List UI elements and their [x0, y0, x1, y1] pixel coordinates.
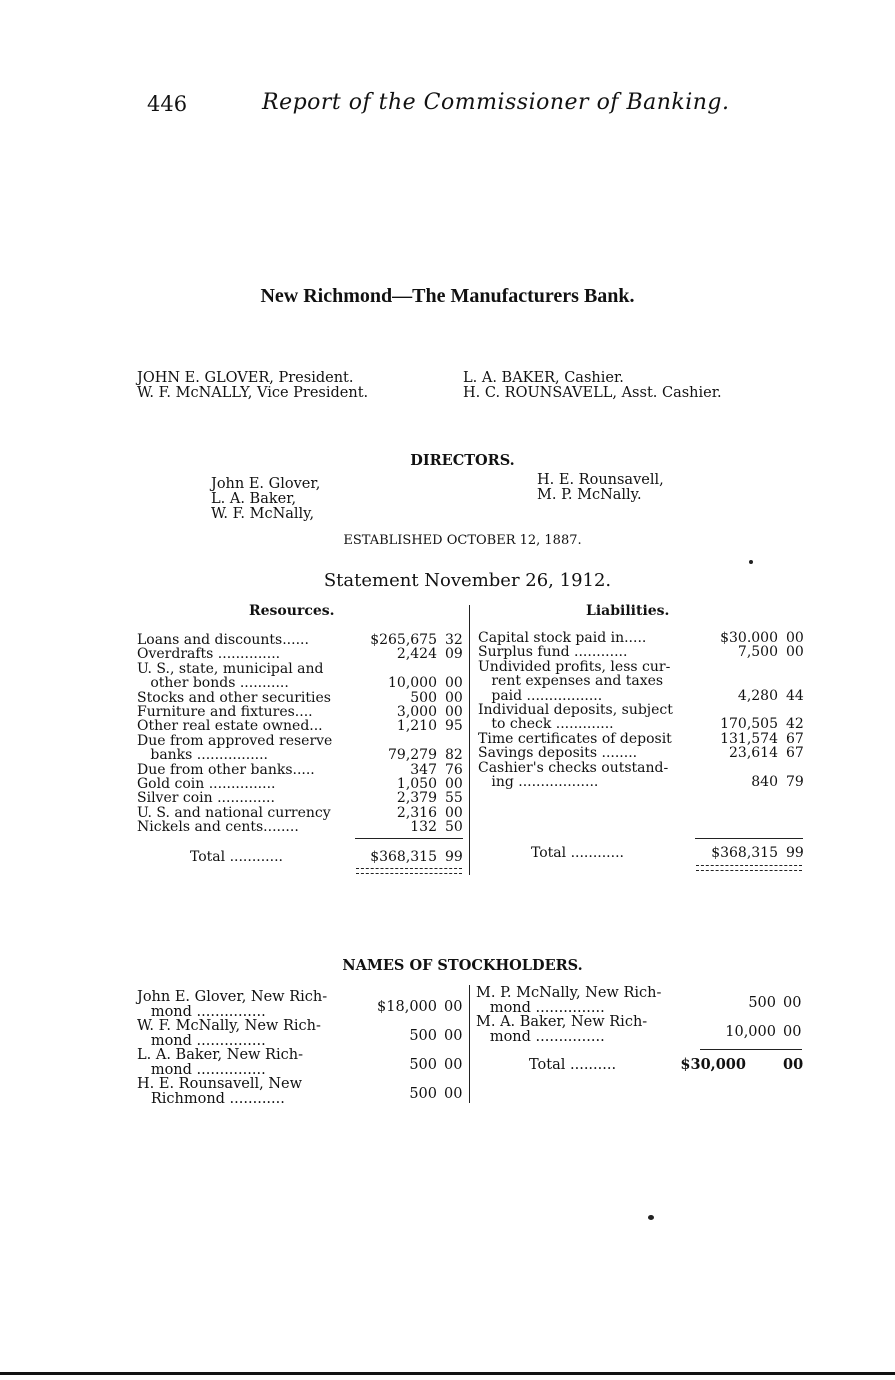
row-dollars: 1,210: [396, 718, 437, 735]
row-cents: 76: [445, 761, 463, 778]
director-name: H. E. Rounsavell,: [537, 472, 664, 488]
stockholder-entry: [476, 986, 806, 1015]
statement-title: Statement November 26, 1912.: [323, 570, 612, 591]
statement-row: [478, 674, 808, 688]
row-label: U. S., state, municipal and: [137, 660, 324, 677]
row-label: Gold coin ...............: [137, 775, 276, 792]
row-label: other bonds ...........: [137, 675, 289, 692]
stockholder-cents: 00: [444, 999, 463, 1015]
ink-speck: [648, 1215, 654, 1220]
director-name: L. A. Baker,: [211, 491, 297, 507]
stockholders-heading: NAMES OF STOCKHOLDERS.: [342, 957, 583, 974]
row-label: Nickels and cents........: [137, 819, 299, 836]
stockholder-amount: 500: [409, 1086, 437, 1102]
total-amount: $30,000: [680, 1056, 746, 1073]
column-divider: [469, 605, 470, 875]
row-label: Loans and discounts......: [137, 632, 309, 648]
row-label: paid .................: [478, 687, 603, 704]
row-dollars: 79,279: [388, 747, 437, 764]
stockholders-right: [476, 986, 806, 1044]
statement-row: [478, 775, 808, 789]
row-label: Individual deposits, subject: [478, 701, 673, 718]
stockholder-entry: [137, 1048, 467, 1077]
page-number: 446: [147, 92, 188, 116]
directors-heading: DIRECTORS.: [410, 452, 515, 469]
resources-total: [137, 850, 467, 864]
established-date: ESTABLISHED OCTOBER 12, 1887.: [343, 533, 582, 548]
officer-president: JOHN E. GLOVER, President.: [137, 370, 354, 386]
stockholder-name: W. F. McNally, New Rich-: [137, 1018, 321, 1034]
liabilities-list: [478, 631, 808, 789]
total-cents: 99: [786, 845, 804, 861]
row-dollars: 2,316: [396, 804, 437, 821]
liabilities-total-rule: [695, 838, 803, 839]
stockholders-divider: [469, 985, 470, 1103]
statement-row: [137, 705, 467, 719]
row-cents: 00: [786, 630, 804, 646]
row-label: U. S. and national currency: [137, 804, 331, 821]
statement-row: [137, 691, 467, 705]
stockholder-amount: 500: [748, 995, 776, 1011]
stockholder-amount: 500: [409, 1028, 437, 1044]
row-dollars: $30.000: [720, 630, 778, 646]
row-label: ing ..................: [478, 773, 599, 790]
row-cents: 50: [445, 819, 463, 836]
row-cents: 55: [445, 790, 463, 807]
total-label: Total ............: [190, 849, 283, 865]
row-dollars: 131,574: [720, 730, 778, 747]
row-dollars: 347: [410, 761, 437, 778]
statement-row: [478, 761, 808, 775]
row-dollars: 840: [751, 773, 778, 790]
row-dollars: 2,379: [396, 790, 437, 807]
stockholder-cents: 00: [444, 1086, 463, 1102]
row-cents: 79: [786, 773, 804, 790]
stockholder-cents: 00: [783, 995, 802, 1011]
row-dollars: 3,000: [396, 703, 437, 720]
statement-row: [137, 791, 467, 805]
stockholder-name: H. E. Rounsavell, New: [137, 1076, 303, 1092]
row-label: Undivided profits, less cur-: [478, 658, 671, 675]
row-label: Surplus fund ............: [478, 644, 628, 661]
row-cents: 95: [445, 718, 463, 735]
stockholder-name-cont: mond ...............: [476, 999, 605, 1016]
row-cents: 32: [445, 632, 463, 648]
statement-row: [478, 746, 808, 760]
row-cents: 00: [445, 775, 463, 792]
stockholder-name: M. P. McNally, New Rich-: [476, 985, 662, 1001]
statement-row: [478, 631, 808, 645]
row-dollars: 500: [410, 689, 437, 706]
row-label: Stocks and other securities: [137, 689, 331, 706]
row-dollars: 23,614: [729, 745, 778, 762]
resources-heading: Resources.: [249, 603, 335, 619]
officer-vice-president: W. F. McNALLY, Vice President.: [137, 385, 369, 401]
stockholder-name-cont: mond ...............: [137, 1003, 266, 1020]
row-label: Cashier's checks outstand-: [478, 759, 669, 776]
row-cents: 67: [786, 730, 804, 747]
ink-speck: [749, 560, 753, 564]
total-cents: 99: [445, 849, 463, 865]
running-title: Report of the Commissioner of Banking.: [262, 90, 730, 115]
stockholder-name-cont: mond ...............: [137, 1032, 266, 1049]
stockholder-name-cont: mond ...............: [137, 1061, 266, 1078]
liabilities-total: [478, 846, 808, 860]
page-bottom-edge: [0, 1372, 895, 1375]
stockholder-name-cont: mond ...............: [476, 1028, 605, 1045]
row-cents: 09: [445, 646, 463, 663]
row-cents: 44: [786, 687, 804, 704]
row-cents: 82: [445, 747, 463, 764]
stockholder-name: John E. Glover, New Rich-: [137, 989, 328, 1005]
directors-right: [537, 473, 664, 503]
row-label: Silver coin .............: [137, 790, 275, 807]
stockholder-amount: $18,000: [377, 999, 437, 1015]
statement-row: [478, 645, 808, 659]
row-label: banks ................: [137, 747, 268, 764]
statement-row: [478, 660, 808, 674]
row-label: Due from approved reserve: [137, 732, 333, 749]
row-cents: 00: [445, 703, 463, 720]
row-label: Savings deposits ........: [478, 745, 638, 762]
officer-cashier: L. A. BAKER, Cashier.: [463, 370, 624, 386]
statement-row: [478, 703, 808, 717]
officer-asst-cashier: H. C. ROUNSAVELL, Asst. Cashier.: [463, 385, 722, 401]
total-label: Total ..........: [529, 1057, 617, 1073]
row-dollars: 10,000: [388, 675, 437, 692]
statement-row: [137, 662, 467, 676]
row-label: Time certificates of deposit: [478, 730, 672, 747]
row-label: Capital stock paid in.....: [478, 630, 647, 646]
liabilities-double-rule: [696, 865, 802, 871]
director-name: M. P. McNally.: [537, 487, 642, 503]
officers-left: [137, 371, 368, 401]
stockholder-entry: [476, 1015, 806, 1044]
row-cents: 00: [786, 644, 804, 661]
resources-list: [137, 633, 467, 834]
stockholder-cents: 00: [444, 1028, 463, 1044]
row-cents: 00: [445, 675, 463, 692]
stockholder-entry: [137, 990, 467, 1019]
resources-total-rule: [355, 838, 463, 839]
stockholder-amount: 10,000: [725, 1024, 776, 1040]
row-label: rent expenses and taxes: [478, 673, 664, 690]
row-cents: 00: [445, 689, 463, 706]
row-cents: 67: [786, 745, 804, 762]
director-name: W. F. McNally,: [211, 506, 315, 522]
statement-row: [137, 806, 467, 820]
officers-right: [463, 371, 722, 401]
statement-row: [478, 732, 808, 746]
row-label: Other real estate owned...: [137, 718, 323, 735]
row-dollars: 1,050: [396, 775, 437, 792]
statement-row: [137, 647, 467, 661]
statement-row: [137, 763, 467, 777]
stockholder-cents: 00: [783, 1024, 802, 1040]
row-cents: 00: [445, 804, 463, 821]
stockholder-cents: 00: [444, 1057, 463, 1073]
directors-left: [211, 477, 320, 522]
stockholders-left: [137, 990, 467, 1106]
total-label: Total ............: [531, 845, 624, 861]
stockholder-entry: [137, 1077, 467, 1106]
row-dollars: 7,500: [737, 644, 778, 661]
row-label: Overdrafts ..............: [137, 646, 281, 663]
statement-row: [137, 820, 467, 834]
row-dollars: 170,505: [720, 716, 778, 733]
row-dollars: 2,424: [396, 646, 437, 663]
row-dollars: 4,280: [737, 687, 778, 704]
statement-row: [478, 717, 808, 731]
row-label: Due from other banks.....: [137, 761, 315, 778]
statement-row: [137, 676, 467, 690]
total-dollars: $368,315: [370, 849, 437, 865]
stockholder-amount: 500: [409, 1057, 437, 1073]
liabilities-heading: Liabilities.: [586, 603, 670, 619]
stockholder-entry: [137, 1019, 467, 1048]
row-label: to check .............: [478, 716, 614, 733]
stockholders-total-rule: [700, 1049, 802, 1050]
total-cents: 00: [783, 1056, 804, 1073]
statement-row: [478, 689, 808, 703]
statement-row: [137, 633, 467, 647]
total-dollars: $368,315: [711, 845, 778, 861]
statement-row: [137, 734, 467, 748]
row-dollars: 132: [410, 819, 437, 836]
row-label: Furniture and fixtures....: [137, 703, 313, 720]
statement-row: [137, 748, 467, 762]
stockholder-name-cont: Richmond ............: [137, 1090, 285, 1107]
statement-row: [137, 777, 467, 791]
row-cents: 42: [786, 716, 804, 733]
stockholder-name: M. A. Baker, New Rich-: [476, 1014, 648, 1030]
director-name: John E. Glover,: [211, 476, 321, 492]
statement-row: [137, 719, 467, 733]
row-dollars: $265,675: [370, 632, 437, 648]
resources-double-rule: [356, 868, 462, 874]
stockholder-name: L. A. Baker, New Rich-: [137, 1047, 303, 1063]
bank-title: New Richmond—The Manufacturers Bank.: [260, 285, 635, 307]
